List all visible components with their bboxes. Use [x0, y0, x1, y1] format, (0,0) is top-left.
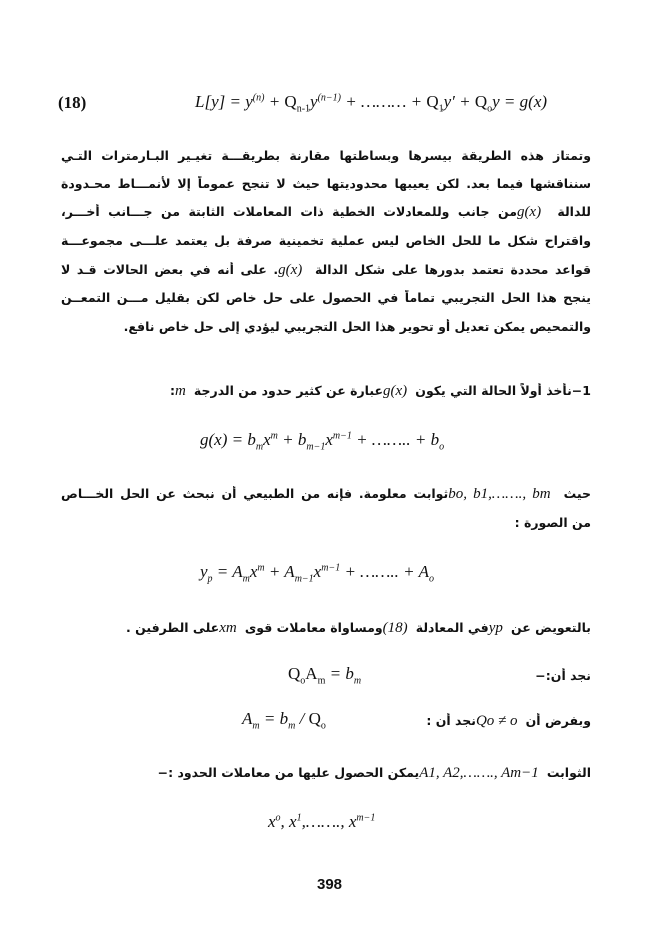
paragraph-line-6: ينجح هذا الحل التجريبي تماماً في الحصول على حل خاص لكن بقليل مـــن التمعــن — [61, 290, 591, 305]
paragraph-line-3: للدالة g(x) من جانب وللمعادلات الخطية ذات المعاملات الثابتة من جـــانب أخـــر، — [61, 204, 591, 220]
constants-line: الثوابت A1, A2,……., Am−1 يمكن الحصول عليها من معاملات الحدود :− — [157, 765, 591, 781]
case1-intro: 1−نأخذ أولاً الحالة التي يكون g(x) عبارة عن كثير حدود من الدرجة m : — [169, 383, 591, 399]
page-number: 398 — [316, 876, 343, 893]
we-find: نجد أن:− — [535, 668, 591, 683]
paragraph-line-5: قواعد محددة تعتمد بدورها على شكل الدالة g(x) . على أنه في بعض الحالات قـد لا — [61, 262, 591, 278]
where-line-1: حيث bo, b1,……., bm ثوابت معلومة. فإنه من الطبيعي أن نبحث عن الحل الخـــاص — [61, 486, 591, 502]
eq-find: $Q_oA_m = b_m$ — [288, 664, 362, 687]
substitute-line: بالتعويض عن yp في المعادلة (18) ومساواة معاملات قوى xm على الطرفين . — [126, 620, 591, 636]
eq-Am: $A_m = b_m / Q_o$ — [242, 709, 326, 732]
where-line-2: من الصورة : — [514, 515, 591, 530]
paragraph-line-4: واقتراح شكل ما للحل الخاص ليس عملية تخمينية صرفة بل يعتمد علـــى مجموعـــة — [61, 233, 591, 248]
paragraph-line-7: والتمحيص يمكن تعديل أو تحوير هذا الحل التجريبي ليؤدي إلى حل خاص نافع. — [123, 319, 591, 334]
equation-number: (18) — [58, 93, 87, 112]
poly-g: $g(x) = b_mx^m + b_{m-1}x^{m-1}$ + …….. + $b_o$ — [200, 430, 445, 453]
equation-18: $L[y] = y^{(n)} + Q_{n-1}y^{(n-1)}$ + ……… + $Q_1y' + Q_oy = g(x)$ — [195, 92, 548, 115]
powers: $x^o$, $x^1,\dots\dots$., $x^{m-1}$ — [268, 812, 376, 831]
paragraph-line-2: سنناقشها فيما بعد. لكن يعيبها محدوديتها حيث لا تنجح عموماً إلا لأنمـــاط محـدودة — [61, 176, 591, 191]
assume-line: وبفرض أن Qo ≠ o نجد أن : — [426, 713, 591, 729]
particular-solution: $y_p = A_mx^m + A_{m-1}x^{m-1}$ + …….. + $A_o$ — [200, 562, 434, 585]
paragraph-line-1: وتمتاز هذه الطريقة بيسرها وبساطتها مقارنة بطريقـــة تغيـير البـارمترات التـي — [61, 148, 591, 163]
